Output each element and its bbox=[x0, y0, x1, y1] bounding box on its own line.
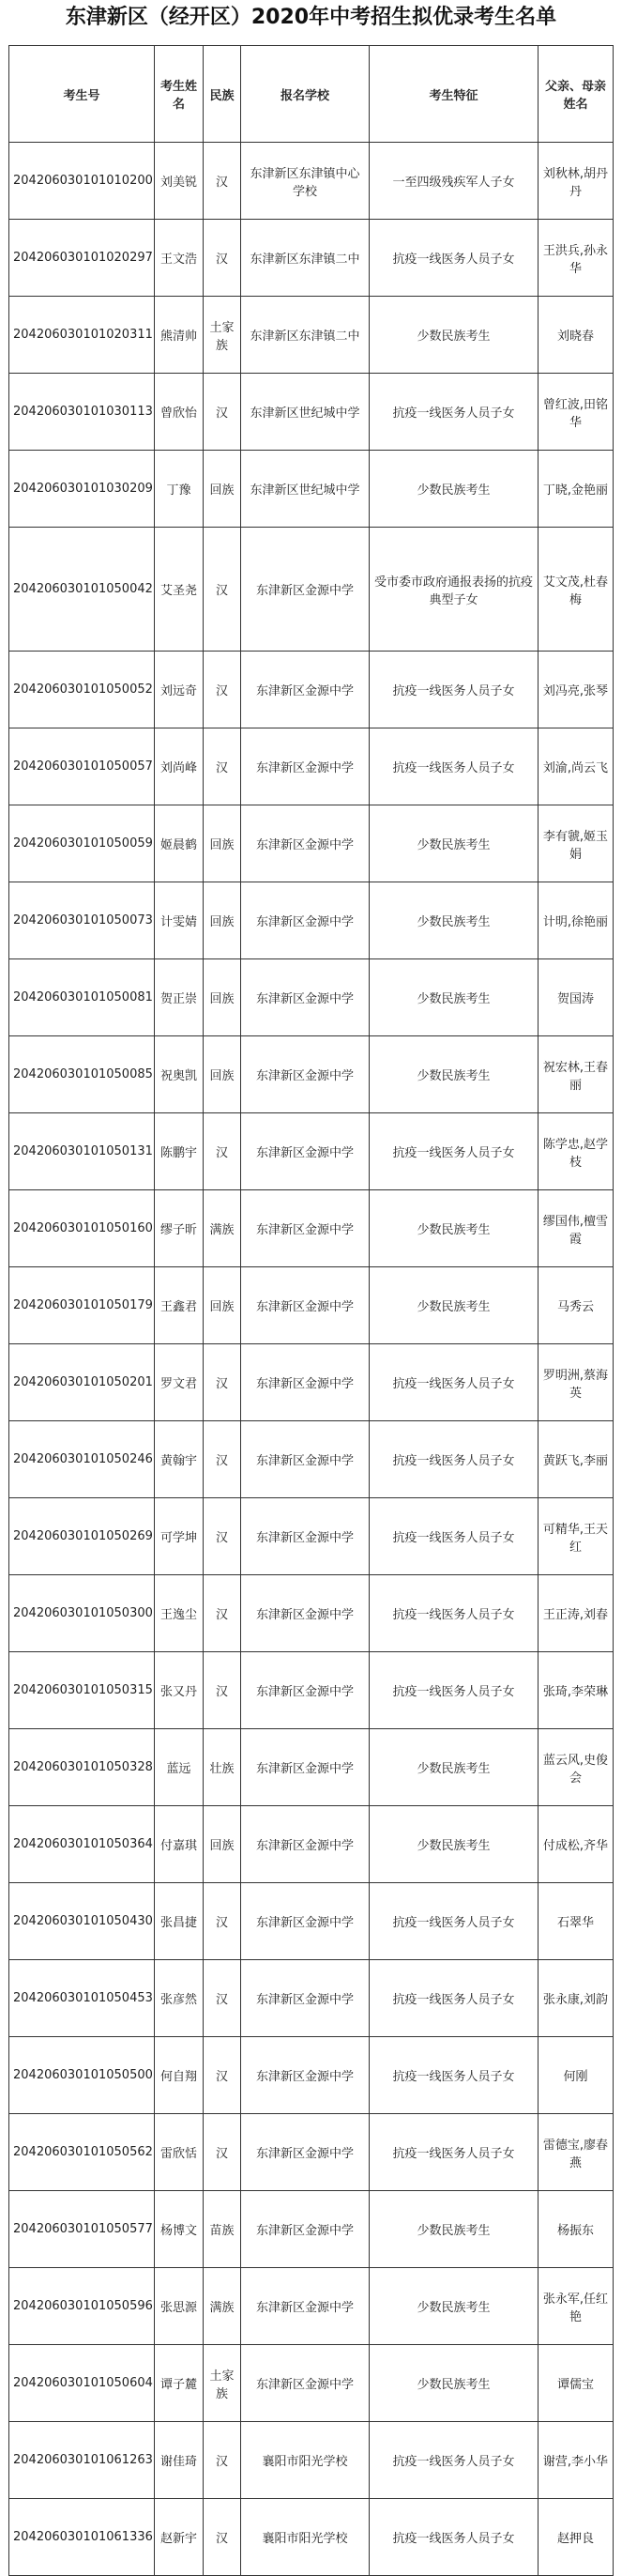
exam-number-cell: 204206030101050269 bbox=[9, 1498, 155, 1575]
exam-number-cell: 204206030101030209 bbox=[9, 451, 155, 528]
table-row bbox=[9, 2191, 614, 2268]
parents-cell: 刘秋林,胡丹丹 bbox=[539, 143, 614, 220]
student-name-cell: 丁豫 bbox=[155, 451, 204, 528]
ethnicity-cell: 壮族 bbox=[204, 1729, 241, 1806]
student-name-cell: 陈鹏宇 bbox=[155, 1113, 204, 1190]
student-name-cell: 王文浩 bbox=[155, 220, 204, 297]
school-cell: 东津新区东津镇中心学校 bbox=[241, 143, 370, 220]
table-row bbox=[9, 1652, 614, 1729]
feature-cell: 抗疫一线医务人员子女 bbox=[370, 1883, 539, 1960]
exam-number-cell: 204206030101050042 bbox=[9, 528, 155, 652]
table-row bbox=[9, 1190, 614, 1267]
school-cell: 东津新区世纪城中学 bbox=[241, 451, 370, 528]
school-cell: 东津新区金源中学 bbox=[241, 1883, 370, 1960]
parents-cell: 可精华,王天红 bbox=[539, 1498, 614, 1575]
exam-number-cell: 204206030101020297 bbox=[9, 220, 155, 297]
parents-cell: 杨振东 bbox=[539, 2191, 614, 2268]
parents-cell: 李有虢,姬玉娟 bbox=[539, 805, 614, 882]
ethnicity-cell: 满族 bbox=[204, 1190, 241, 1267]
parents-cell: 付成松,齐华 bbox=[539, 1806, 614, 1883]
parents-cell: 贺国涛 bbox=[539, 959, 614, 1036]
feature-cell: 抗疫一线医务人员子女 bbox=[370, 728, 539, 805]
ethnicity-cell: 土家族 bbox=[204, 2345, 241, 2422]
parents-cell: 蓝云风,史俊会 bbox=[539, 1729, 614, 1806]
school-cell: 襄阳市阳光学校 bbox=[241, 2422, 370, 2499]
feature-cell: 抗疫一线医务人员子女 bbox=[370, 2499, 539, 2576]
table-row bbox=[9, 1113, 614, 1190]
student-name-cell: 王逸尘 bbox=[155, 1575, 204, 1652]
school-cell: 东津新区金源中学 bbox=[241, 1575, 370, 1652]
student-name-cell: 张昌捷 bbox=[155, 1883, 204, 1960]
parents-cell: 丁晓,金艳丽 bbox=[539, 451, 614, 528]
ethnicity-cell: 汉 bbox=[204, 1344, 241, 1421]
ethnicity-cell: 汉 bbox=[204, 728, 241, 805]
student-name-cell: 谭子麓 bbox=[155, 2345, 204, 2422]
ethnicity-cell: 汉 bbox=[204, 528, 241, 652]
ethnicity-cell: 回族 bbox=[204, 1806, 241, 1883]
feature-cell: 一至四级残疾军人子女 bbox=[370, 143, 539, 220]
exam-number-cell: 204206030101050364 bbox=[9, 1806, 155, 1883]
exam-number-cell: 204206030101050246 bbox=[9, 1421, 155, 1498]
ethnicity-cell: 回族 bbox=[204, 805, 241, 882]
ethnicity-cell: 苗族 bbox=[204, 2191, 241, 2268]
feature-cell: 抗疫一线医务人员子女 bbox=[370, 1113, 539, 1190]
header-exam-number: 考生号 bbox=[9, 46, 155, 143]
student-name-cell: 付嘉琪 bbox=[155, 1806, 204, 1883]
ethnicity-cell: 汉 bbox=[204, 1498, 241, 1575]
student-name-cell: 蓝远 bbox=[155, 1729, 204, 1806]
parents-cell: 雷德宝,廖春燕 bbox=[539, 2114, 614, 2191]
feature-cell: 少数民族考生 bbox=[370, 1036, 539, 1113]
feature-cell: 少数民族考生 bbox=[370, 1267, 539, 1344]
exam-number-cell: 204206030101050201 bbox=[9, 1344, 155, 1421]
table-row bbox=[9, 1883, 614, 1960]
school-cell: 东津新区金源中学 bbox=[241, 1652, 370, 1729]
school-cell: 东津新区金源中学 bbox=[241, 2114, 370, 2191]
table-row bbox=[9, 1729, 614, 1806]
table-row bbox=[9, 2037, 614, 2114]
student-name-cell: 祝奥凯 bbox=[155, 1036, 204, 1113]
ethnicity-cell: 汉 bbox=[204, 2037, 241, 2114]
ethnicity-cell: 汉 bbox=[204, 374, 241, 451]
ethnicity-cell: 汉 bbox=[204, 1883, 241, 1960]
school-cell: 东津新区金源中学 bbox=[241, 2191, 370, 2268]
exam-number-cell: 204206030101050160 bbox=[9, 1190, 155, 1267]
ethnicity-cell: 汉 bbox=[204, 220, 241, 297]
table-row bbox=[9, 374, 614, 451]
ethnicity-cell: 汉 bbox=[204, 1113, 241, 1190]
school-cell: 东津新区金源中学 bbox=[241, 1421, 370, 1498]
ethnicity-cell: 汉 bbox=[204, 2114, 241, 2191]
exam-number-cell: 204206030101050577 bbox=[9, 2191, 155, 2268]
school-cell: 襄阳市阳光学校 bbox=[241, 2499, 370, 2576]
exam-number-cell: 204206030101030113 bbox=[9, 374, 155, 451]
table-row bbox=[9, 2422, 614, 2499]
school-cell: 东津新区金源中学 bbox=[241, 2268, 370, 2345]
parents-cell: 王正涛,刘春 bbox=[539, 1575, 614, 1652]
parents-cell: 缪国伟,檀雪霞 bbox=[539, 1190, 614, 1267]
table-row bbox=[9, 1036, 614, 1113]
feature-cell: 抗疫一线医务人员子女 bbox=[370, 2422, 539, 2499]
school-cell: 东津新区金源中学 bbox=[241, 805, 370, 882]
parents-cell: 张永军,任红艳 bbox=[539, 2268, 614, 2345]
page-title: 东津新区（经开区）2020年中考招生拟优录考生名单 bbox=[65, 6, 557, 29]
parents-cell: 祝宏林,王春丽 bbox=[539, 1036, 614, 1113]
feature-cell: 少数民族考生 bbox=[370, 2191, 539, 2268]
school-cell: 东津新区金源中学 bbox=[241, 1344, 370, 1421]
student-name-cell: 王鑫君 bbox=[155, 1267, 204, 1344]
school-cell: 东津新区东津镇二中 bbox=[241, 297, 370, 374]
table-row bbox=[9, 959, 614, 1036]
feature-cell: 少数民族考生 bbox=[370, 805, 539, 882]
exam-number-cell: 204206030101050073 bbox=[9, 882, 155, 959]
exam-number-cell: 204206030101050085 bbox=[9, 1036, 155, 1113]
header-parents: 父亲、母亲姓名 bbox=[539, 46, 614, 143]
feature-cell: 抗疫一线医务人员子女 bbox=[370, 1960, 539, 2037]
student-name-cell: 黄翰宇 bbox=[155, 1421, 204, 1498]
exam-number-cell: 204206030101050300 bbox=[9, 1575, 155, 1652]
feature-cell: 少数民族考生 bbox=[370, 451, 539, 528]
feature-cell: 少数民族考生 bbox=[370, 1190, 539, 1267]
table-row bbox=[9, 1421, 614, 1498]
student-name-cell: 熊清帅 bbox=[155, 297, 204, 374]
ethnicity-cell: 回族 bbox=[204, 451, 241, 528]
school-cell: 东津新区金源中学 bbox=[241, 1498, 370, 1575]
feature-cell: 受市委市政府通报表扬的抗疫典型子女 bbox=[370, 528, 539, 652]
school-cell: 东津新区金源中学 bbox=[241, 2345, 370, 2422]
feature-cell: 抗疫一线医务人员子女 bbox=[370, 220, 539, 297]
ethnicity-cell: 回族 bbox=[204, 959, 241, 1036]
feature-cell: 抗疫一线医务人员子女 bbox=[370, 1344, 539, 1421]
feature-cell: 抗疫一线医务人员子女 bbox=[370, 374, 539, 451]
school-cell: 东津新区金源中学 bbox=[241, 1190, 370, 1267]
ethnicity-cell: 土家族 bbox=[204, 297, 241, 374]
table-row bbox=[9, 882, 614, 959]
student-name-cell: 刘美锐 bbox=[155, 143, 204, 220]
school-cell: 东津新区金源中学 bbox=[241, 2037, 370, 2114]
school-cell: 东津新区东津镇二中 bbox=[241, 220, 370, 297]
ethnicity-cell: 汉 bbox=[204, 2422, 241, 2499]
student-name-cell: 可学坤 bbox=[155, 1498, 204, 1575]
student-name-cell: 罗文君 bbox=[155, 1344, 204, 1421]
feature-cell: 抗疫一线医务人员子女 bbox=[370, 1575, 539, 1652]
parents-cell: 艾文茂,杜春梅 bbox=[539, 528, 614, 652]
parents-cell: 曾红波,田铭华 bbox=[539, 374, 614, 451]
school-cell: 东津新区金源中学 bbox=[241, 1036, 370, 1113]
table-row bbox=[9, 297, 614, 374]
table-row bbox=[9, 1960, 614, 2037]
exam-number-cell: 204206030101050604 bbox=[9, 2345, 155, 2422]
parents-cell: 刘晓春 bbox=[539, 297, 614, 374]
school-cell: 东津新区金源中学 bbox=[241, 728, 370, 805]
school-cell: 东津新区金源中学 bbox=[241, 882, 370, 959]
exam-number-cell: 204206030101050131 bbox=[9, 1113, 155, 1190]
parents-cell: 石翠华 bbox=[539, 1883, 614, 1960]
school-cell: 东津新区金源中学 bbox=[241, 1113, 370, 1190]
exam-number-cell: 204206030101050430 bbox=[9, 1883, 155, 1960]
student-name-cell: 艾圣尧 bbox=[155, 528, 204, 652]
student-name-cell: 刘远奇 bbox=[155, 652, 204, 728]
student-name-cell: 曾欣怡 bbox=[155, 374, 204, 451]
ethnicity-cell: 回族 bbox=[204, 1036, 241, 1113]
table-row bbox=[9, 1267, 614, 1344]
ethnicity-cell: 满族 bbox=[204, 2268, 241, 2345]
parents-cell: 张琦,李荣琳 bbox=[539, 1652, 614, 1729]
feature-cell: 抗疫一线医务人员子女 bbox=[370, 2114, 539, 2191]
parents-cell: 黄跃飞,李丽 bbox=[539, 1421, 614, 1498]
feature-cell: 少数民族考生 bbox=[370, 2268, 539, 2345]
parents-cell: 陈学忠,赵学枝 bbox=[539, 1113, 614, 1190]
student-name-cell: 雷欣恬 bbox=[155, 2114, 204, 2191]
student-name-cell: 计雯婧 bbox=[155, 882, 204, 959]
parents-cell: 谢营,李小华 bbox=[539, 2422, 614, 2499]
parents-cell: 何刚 bbox=[539, 2037, 614, 2114]
ethnicity-cell: 回族 bbox=[204, 882, 241, 959]
feature-cell: 抗疫一线医务人员子女 bbox=[370, 652, 539, 728]
table-row bbox=[9, 1344, 614, 1421]
school-cell: 东津新区金源中学 bbox=[241, 652, 370, 728]
exam-number-cell: 204206030101050500 bbox=[9, 2037, 155, 2114]
table-body bbox=[9, 143, 614, 2576]
ethnicity-cell: 汉 bbox=[204, 2499, 241, 2576]
feature-cell: 少数民族考生 bbox=[370, 959, 539, 1036]
parents-cell: 罗明洲,蔡海英 bbox=[539, 1344, 614, 1421]
feature-cell: 抗疫一线医务人员子女 bbox=[370, 2037, 539, 2114]
parents-cell: 计明,徐艳丽 bbox=[539, 882, 614, 959]
table-row bbox=[9, 805, 614, 882]
ethnicity-cell: 回族 bbox=[204, 1267, 241, 1344]
table-row bbox=[9, 652, 614, 728]
school-cell: 东津新区世纪城中学 bbox=[241, 374, 370, 451]
student-name-cell: 张又丹 bbox=[155, 1652, 204, 1729]
student-name-cell: 姬晨鹤 bbox=[155, 805, 204, 882]
table-row bbox=[9, 2345, 614, 2422]
student-name-cell: 缪子昕 bbox=[155, 1190, 204, 1267]
feature-cell: 少数民族考生 bbox=[370, 1806, 539, 1883]
student-name-cell: 刘尚峰 bbox=[155, 728, 204, 805]
student-name-cell: 赵新宇 bbox=[155, 2499, 204, 2576]
exam-number-cell: 204206030101050179 bbox=[9, 1267, 155, 1344]
exam-number-cell: 204206030101061263 bbox=[9, 2422, 155, 2499]
school-cell: 东津新区金源中学 bbox=[241, 1806, 370, 1883]
table-header-row bbox=[9, 46, 614, 143]
parents-cell: 王洪兵,孙永华 bbox=[539, 220, 614, 297]
table-row bbox=[9, 220, 614, 297]
table-row bbox=[9, 2114, 614, 2191]
table-row bbox=[9, 2268, 614, 2345]
exam-number-cell: 204206030101050052 bbox=[9, 652, 155, 728]
school-cell: 东津新区金源中学 bbox=[241, 959, 370, 1036]
table-row bbox=[9, 451, 614, 528]
parents-cell: 刘渝,尚云飞 bbox=[539, 728, 614, 805]
ethnicity-cell: 汉 bbox=[204, 652, 241, 728]
feature-cell: 少数民族考生 bbox=[370, 297, 539, 374]
feature-cell: 少数民族考生 bbox=[370, 1729, 539, 1806]
exam-number-cell: 204206030101050453 bbox=[9, 1960, 155, 2037]
student-name-cell: 贺正崇 bbox=[155, 959, 204, 1036]
parents-cell: 赵押良 bbox=[539, 2499, 614, 2576]
header-ethnicity: 民族 bbox=[204, 46, 241, 143]
exam-number-cell: 204206030101061336 bbox=[9, 2499, 155, 2576]
feature-cell: 抗疫一线医务人员子女 bbox=[370, 1498, 539, 1575]
school-cell: 东津新区金源中学 bbox=[241, 528, 370, 652]
student-name-cell: 何自翔 bbox=[155, 2037, 204, 2114]
ethnicity-cell: 汉 bbox=[204, 1421, 241, 1498]
student-name-cell: 张彦然 bbox=[155, 1960, 204, 2037]
table-row bbox=[9, 2499, 614, 2576]
table-row bbox=[9, 528, 614, 652]
exam-number-cell: 204206030101050081 bbox=[9, 959, 155, 1036]
parents-cell: 马秀云 bbox=[539, 1267, 614, 1344]
parents-cell: 张永康,刘韵 bbox=[539, 1960, 614, 2037]
feature-cell: 少数民族考生 bbox=[370, 882, 539, 959]
exam-number-cell: 204206030101050562 bbox=[9, 2114, 155, 2191]
ethnicity-cell: 汉 bbox=[204, 1960, 241, 2037]
school-cell: 东津新区金源中学 bbox=[241, 1267, 370, 1344]
exam-number-cell: 204206030101050057 bbox=[9, 728, 155, 805]
feature-cell: 抗疫一线医务人员子女 bbox=[370, 1652, 539, 1729]
ethnicity-cell: 汉 bbox=[204, 143, 241, 220]
ethnicity-cell: 汉 bbox=[204, 1575, 241, 1652]
header-feature: 考生特征 bbox=[370, 46, 539, 143]
exam-number-cell: 204206030101010200 bbox=[9, 143, 155, 220]
school-cell: 东津新区金源中学 bbox=[241, 1960, 370, 2037]
student-name-cell: 张思源 bbox=[155, 2268, 204, 2345]
feature-cell: 少数民族考生 bbox=[370, 2345, 539, 2422]
header-school: 报名学校 bbox=[241, 46, 370, 143]
parents-cell: 刘冯亮,张琴 bbox=[539, 652, 614, 728]
school-cell: 东津新区金源中学 bbox=[241, 1729, 370, 1806]
admission-list-table bbox=[8, 45, 614, 2576]
exam-number-cell: 204206030101050315 bbox=[9, 1652, 155, 1729]
ethnicity-cell: 汉 bbox=[204, 1652, 241, 1729]
exam-number-cell: 204206030101020311 bbox=[9, 297, 155, 374]
table-row bbox=[9, 143, 614, 220]
header-student-name: 考生姓名 bbox=[155, 46, 204, 143]
table-row bbox=[9, 1806, 614, 1883]
table-row bbox=[9, 728, 614, 805]
feature-cell: 抗疫一线医务人员子女 bbox=[370, 1421, 539, 1498]
exam-number-cell: 204206030101050059 bbox=[9, 805, 155, 882]
parents-cell: 谭儒宝 bbox=[539, 2345, 614, 2422]
exam-number-cell: 204206030101050328 bbox=[9, 1729, 155, 1806]
table-row bbox=[9, 1575, 614, 1652]
table-row bbox=[9, 1498, 614, 1575]
student-name-cell: 谢佳琦 bbox=[155, 2422, 204, 2499]
student-name-cell: 杨博文 bbox=[155, 2191, 204, 2268]
exam-number-cell: 204206030101050596 bbox=[9, 2268, 155, 2345]
